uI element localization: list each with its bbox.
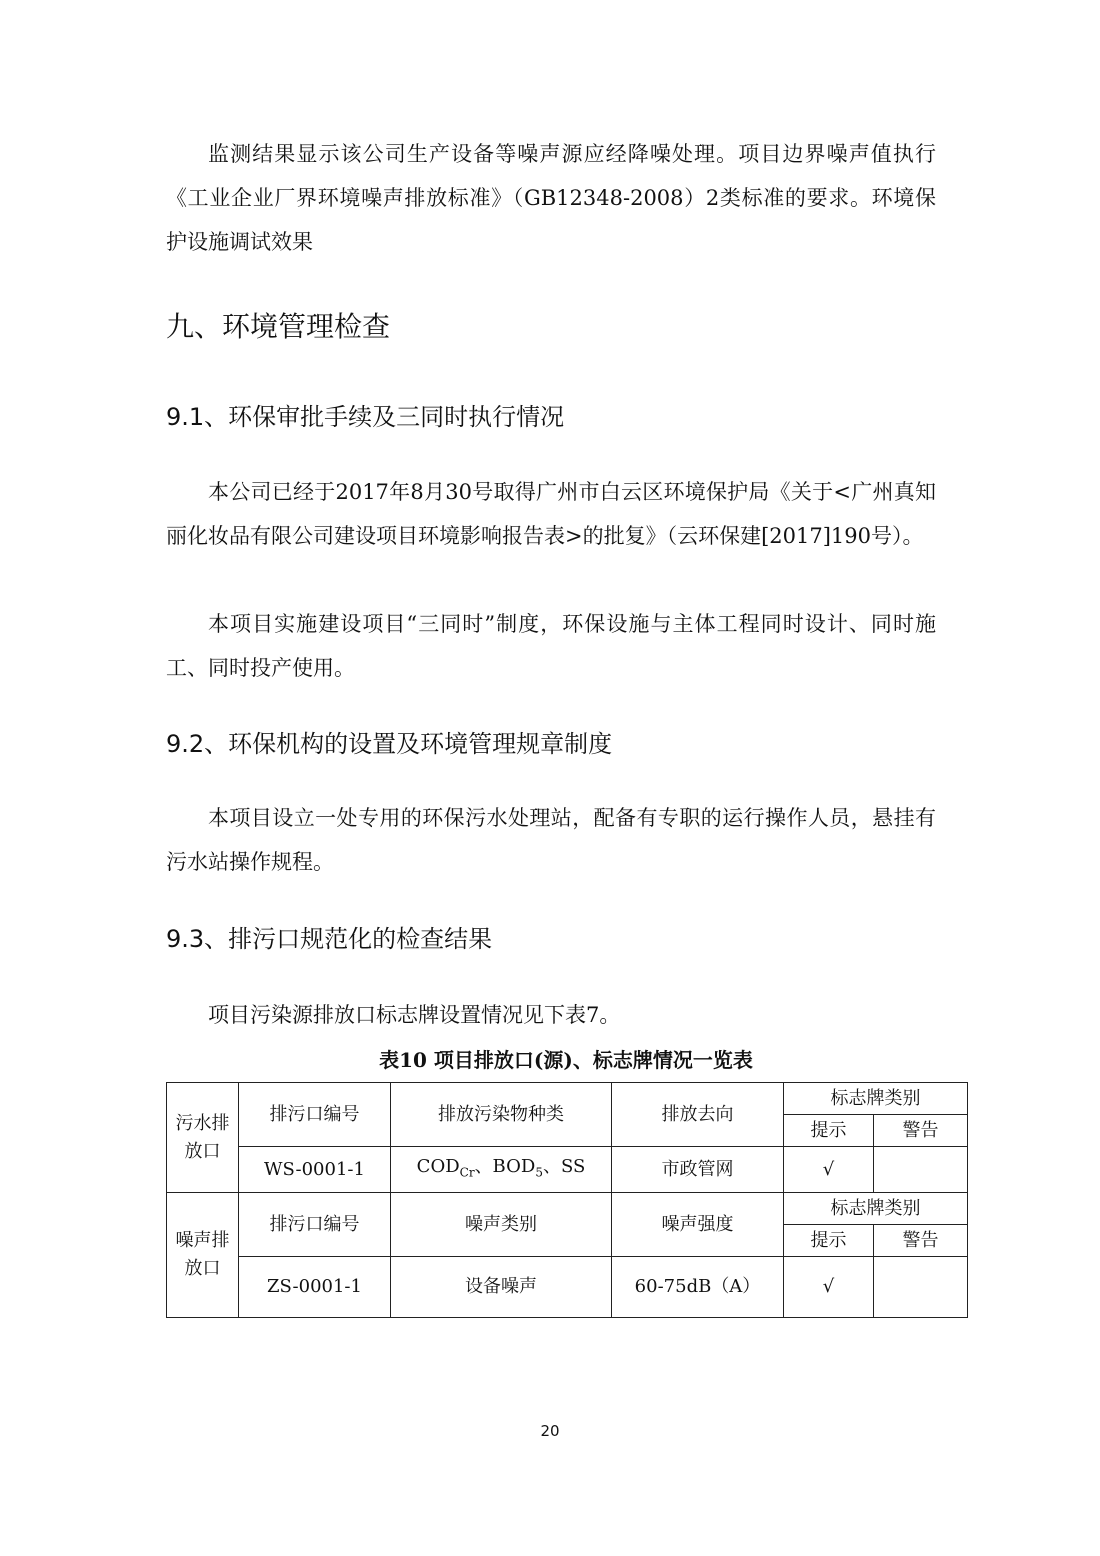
- water-warning-header: 警告: [874, 1115, 968, 1147]
- noise-group-label: 噪声排放口: [167, 1193, 239, 1318]
- water-outlet-id: WS-0001-1: [239, 1147, 391, 1193]
- pollutant-cod-subscript: Cr: [459, 1165, 475, 1180]
- water-pollutant-header: 排放污染物种类: [391, 1083, 612, 1147]
- noise-intensity-header: 噪声强度: [612, 1193, 784, 1257]
- noise-warning-header: 警告: [874, 1225, 968, 1257]
- noise-sign-category-header: 标志牌类别: [784, 1193, 968, 1225]
- noise-warning-mark: [874, 1257, 968, 1318]
- pollutant-bod: 、BOD: [474, 1155, 536, 1177]
- pollutant-cod: COD: [416, 1155, 460, 1177]
- table-row: [167, 1193, 968, 1225]
- paragraph-three-simultaneous: 本项目实施建设项目“三同时”制度，环保设施与主体工程同时设计、同时施工、同时投产使用。: [166, 612, 936, 680]
- table-row: [167, 1257, 968, 1318]
- noise-type: 设备噪声: [391, 1257, 612, 1318]
- heading-9-1: 9.1、环保审批手续及三同时执行情况: [166, 403, 565, 431]
- water-outlet-header: 排污口编号: [239, 1083, 391, 1147]
- noise-intensity: 60-75dB（A）: [612, 1257, 784, 1318]
- noise-outlet-id: ZS-0001-1: [239, 1257, 391, 1318]
- table-row: [167, 1083, 968, 1115]
- noise-outlet-header: 排污口编号: [239, 1193, 391, 1257]
- outlet-sign-table: [166, 1082, 968, 1318]
- water-hint-mark: √: [784, 1147, 874, 1193]
- pollutant-ss: 、SS: [542, 1155, 586, 1177]
- water-sign-category-header: 标志牌类别: [784, 1083, 968, 1115]
- water-group-label: 污水排放口: [167, 1083, 239, 1193]
- water-warning-mark: [874, 1147, 968, 1193]
- heading-9-3: 9.3、排污口规范化的检查结果: [166, 925, 493, 953]
- section-title: 九、环境管理检查: [166, 310, 391, 343]
- heading-9-2: 9.2、环保机构的设置及环境管理规章制度: [166, 730, 613, 758]
- noise-hint-mark: √: [784, 1257, 874, 1318]
- water-destination-header: 排放去向: [612, 1083, 784, 1147]
- water-pollutant-types: [391, 1147, 612, 1193]
- paragraph-approval: 本公司已经于2017年8月30号取得广州市白云区环境保护局《关于<广州真知丽化妆品有限公司建设项目环境影响报告表>的批复》（云环保建[2017]190号）。: [166, 480, 936, 548]
- pollutant-bod-subscript: 5: [535, 1165, 543, 1180]
- paragraph-env-org: 本项目设立一处专用的环保污水处理站，配备有专职的运行操作人员，悬挂有污水站操作规程。: [166, 806, 936, 874]
- water-hint-header: 提示: [784, 1115, 874, 1147]
- table-caption: 表10 项目排放口(源)、标志牌情况一览表: [379, 1048, 753, 1072]
- table-row: [167, 1147, 968, 1193]
- paragraph-outlet-check: 项目污染源排放口标志牌设置情况见下表7。: [208, 1003, 621, 1027]
- noise-type-header: 噪声类别: [391, 1193, 612, 1257]
- intro-paragraph: 监测结果显示该公司生产设备等噪声源应经降噪处理。项目边界噪声值执行《工业企业厂界环境噪声排放标准》（GB12348-2008）2类标准的要求。环境保护设施调试效果: [166, 142, 936, 254]
- page-number: 20: [540, 1422, 560, 1440]
- noise-hint-header: 提示: [784, 1225, 874, 1257]
- water-destination: 市政管网: [612, 1147, 784, 1193]
